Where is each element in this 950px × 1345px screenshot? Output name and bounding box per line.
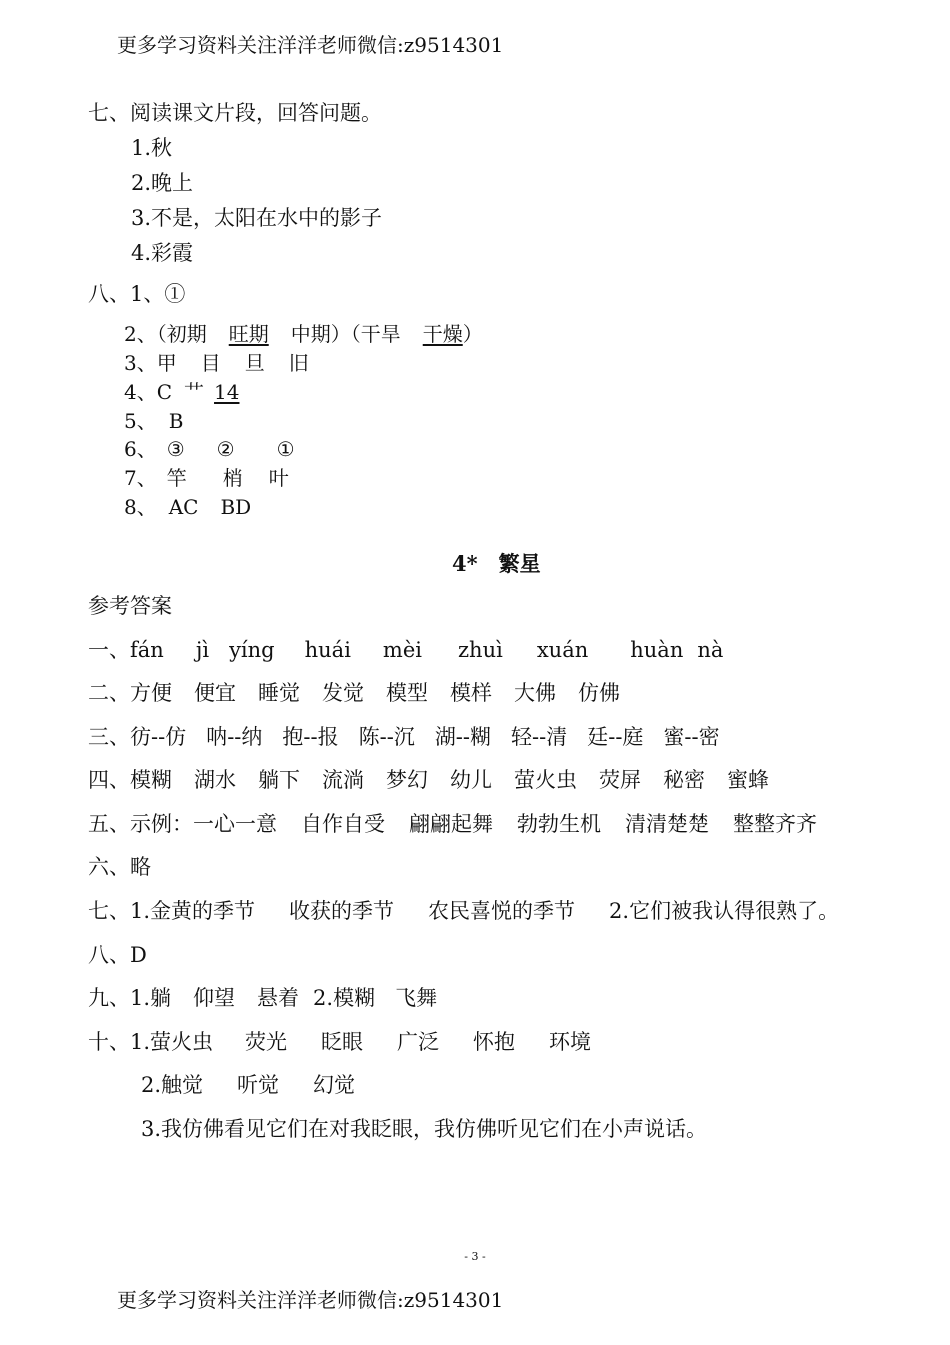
q3-g: 廷--庭 (587, 725, 644, 749)
s8-l6-b: ③ (166, 437, 185, 461)
q1-i: nà (697, 638, 724, 662)
page-number: - 3 - (464, 1250, 486, 1263)
s8-l3-a: 3、甲 (124, 351, 177, 375)
s8-l5-a: 5、 (124, 409, 157, 433)
s8-l8-c: BD (220, 495, 252, 519)
q2-d: 发觉 (322, 681, 364, 705)
s8-line-6 (124, 435, 295, 463)
q1-b: jì (195, 638, 210, 662)
q10-line-3: 3.我仿佛看见它们在对我眨眼，我仿佛听见它们在小声说话。 (141, 1117, 708, 1141)
s8-l6-c: ② (216, 437, 235, 461)
s7-item-1: 1.秋 (131, 136, 173, 160)
s8-line-7 (124, 464, 289, 492)
q3-d: 陈--沉 (358, 725, 415, 749)
q7-b: 收获的季节 (289, 899, 395, 923)
s8-l2-suffix: ） (462, 322, 483, 346)
section-8-heading: 八、1、① (88, 282, 186, 306)
q2-h: 仿佛 (578, 681, 620, 705)
s7-item-3: 3.不是，太阳在水中的影子 (131, 206, 383, 230)
q10-c: 眨眼 (321, 1030, 364, 1054)
q10-f: 环境 (549, 1030, 592, 1054)
q4-c: 躺下 (258, 768, 300, 792)
q4-f: 幼儿 (450, 768, 492, 792)
q4-e: 梦幻 (386, 768, 428, 792)
q5-c: 翩翩起舞 (409, 812, 493, 836)
q1-g: xuán (536, 638, 589, 662)
s8-l7-d: 叶 (268, 466, 289, 490)
q5-d: 勃勃生机 (517, 812, 601, 836)
s8-l7-b: 竿 (166, 466, 187, 490)
s8-l3-c: 旦 (244, 351, 265, 375)
q7-a: 七、1.金黄的季节 (88, 899, 256, 923)
q10-line (88, 1028, 591, 1056)
q3-h: 蜜--密 (663, 725, 720, 749)
q9-b: 仰望 (193, 986, 236, 1010)
q5-line (88, 810, 817, 838)
q4-b: 湖水 (194, 768, 236, 792)
s8-l3-b: 目 (200, 351, 221, 375)
s8-l5-b: B (168, 409, 184, 433)
page-header: 更多学习资料关注洋洋老师微信:z9514301 (117, 33, 504, 57)
s8-l8-b: AC (168, 495, 199, 519)
s7-item-2: 2.晚上 (131, 171, 194, 195)
s8-l4-underlined: 14 (214, 380, 240, 404)
q5-f: 整整齐齐 (733, 812, 817, 836)
q2-line (88, 679, 620, 707)
q2-g: 大佛 (514, 681, 556, 705)
q9-a: 九、1.躺 (88, 986, 172, 1010)
s8-line-8 (124, 493, 251, 521)
q10-2-b: 听觉 (237, 1073, 280, 1097)
s8-l4-radical: 艹 (184, 380, 205, 404)
q10-2-c: 幻觉 (313, 1073, 356, 1097)
s8-line-2 (124, 320, 483, 348)
s8-l2-prefix: 2、（初期 (124, 322, 207, 346)
q5-b: 自作自受 (301, 812, 385, 836)
q5-a: 五、示例：一心一意 (88, 812, 277, 836)
q4-d: 流淌 (322, 768, 364, 792)
q7-line (88, 897, 839, 925)
q3-b: 呐--纳 (206, 725, 263, 749)
q7-c: 农民喜悦的季节 (428, 899, 576, 923)
s8-line-5 (124, 407, 183, 435)
q1-line (88, 636, 723, 664)
q1-h: huàn (630, 638, 684, 662)
answer-label: 参考答案 (88, 594, 172, 618)
section-7-heading: 七、阅读课文片段，回答问题。 (88, 101, 382, 125)
q10-2-a: 2.触觉 (141, 1073, 204, 1097)
q2-e: 模型 (386, 681, 428, 705)
s8-line-4 (124, 378, 239, 406)
s8-l2-underlined-1: 旺期 (228, 322, 269, 346)
q1-a: 一、fán (88, 638, 164, 662)
q4-g: 萤火虫 (514, 768, 577, 792)
s7-item-4: 4.彩霞 (131, 241, 194, 265)
q4-i: 秘密 (663, 768, 705, 792)
q9-d: 2.模糊 (313, 986, 376, 1010)
s8-line-3 (124, 349, 309, 377)
s8-l7-c: 梢 (222, 466, 243, 490)
q5-e: 清清楚楚 (625, 812, 709, 836)
q1-e: mèi (382, 638, 422, 662)
s8-l3-d: 旧 (288, 351, 309, 375)
q3-f: 轻--清 (511, 725, 568, 749)
s8-l4-prefix: 4、C (124, 380, 173, 404)
q10-b: 荧光 (245, 1030, 288, 1054)
s8-l6-d: ① (276, 437, 295, 461)
q10-e: 怀抱 (473, 1030, 516, 1054)
q9-line (88, 984, 437, 1012)
q10-d: 广泛 (397, 1030, 440, 1054)
q4-line (88, 766, 769, 794)
q7-d: 2.它们被我认得很熟了。 (609, 899, 840, 923)
q10-line-2 (141, 1071, 355, 1099)
s8-l2-underlined-2: 干燥 (422, 322, 463, 346)
s8-l2-mid: 中期）（干旱 (290, 322, 401, 346)
q1-c: yíng (229, 638, 275, 662)
q10-a: 十、1.萤火虫 (88, 1030, 214, 1054)
q2-c: 睡觉 (258, 681, 300, 705)
q2-a: 二、方便 (88, 681, 172, 705)
q9-e: 飞舞 (395, 986, 438, 1010)
lesson-title: 4* 繁星 (452, 551, 541, 576)
q3-line (88, 723, 720, 751)
s8-l7-a: 7、 (124, 466, 157, 490)
q4-h: 荧屏 (599, 768, 641, 792)
s8-l6-a: 6、 (124, 437, 157, 461)
q1-d: huái (304, 638, 351, 662)
q2-b: 便宜 (194, 681, 236, 705)
q8-line: 八、D (88, 943, 147, 967)
q4-a: 四、模糊 (88, 768, 172, 792)
q3-c: 抱--报 (282, 725, 339, 749)
q3-e: 湖--糊 (434, 725, 492, 749)
q6-line: 六、略 (88, 855, 151, 879)
q4-j: 蜜蜂 (727, 768, 769, 792)
q9-c: 悬着 (257, 986, 300, 1010)
s8-l8-a: 8、 (124, 495, 157, 519)
page-footer: 更多学习资料关注洋洋老师微信:z9514301 (117, 1288, 504, 1312)
q3-a: 三、彷--仿 (88, 725, 187, 749)
q1-f: zhuì (457, 638, 503, 662)
q2-f: 模样 (450, 681, 492, 705)
